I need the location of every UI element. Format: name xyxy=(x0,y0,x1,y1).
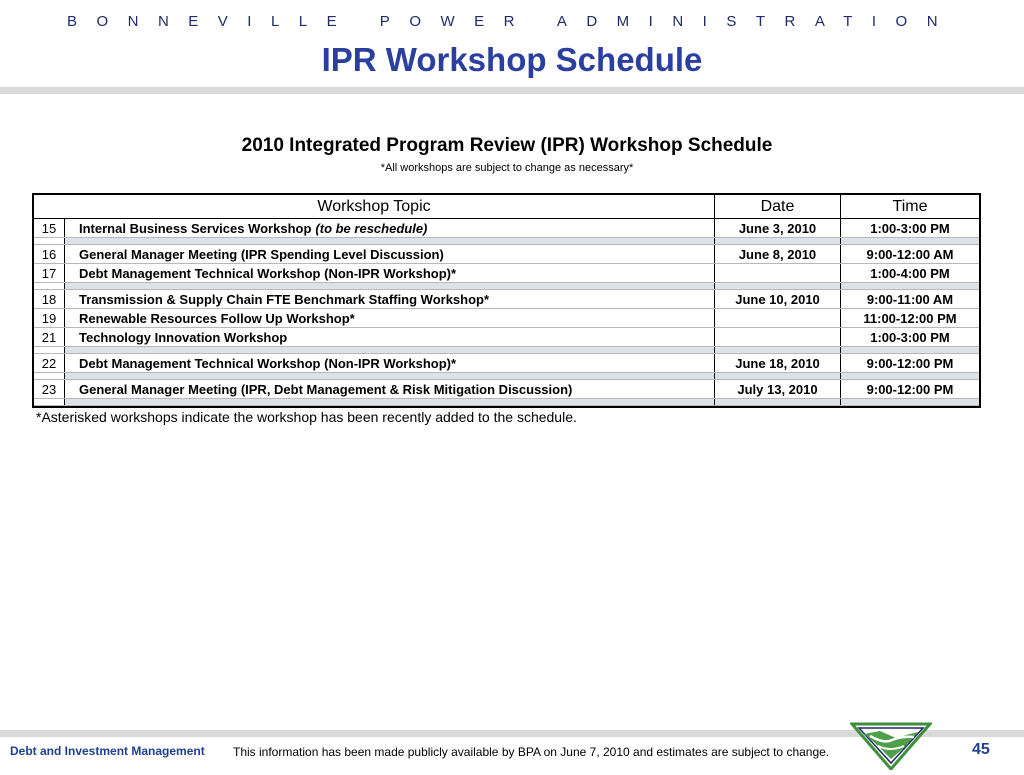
workshop-topic xyxy=(65,328,715,346)
workshop-topic xyxy=(65,245,715,263)
workshop-date xyxy=(715,309,841,327)
workshop-time: 9:00-12:00 AM xyxy=(866,246,954,262)
table-row xyxy=(34,309,979,328)
column-header-time: Time xyxy=(892,197,928,215)
header-divider xyxy=(0,87,1024,94)
workshop-topic-text: General Manager Meeting (IPR Spending Level Discussion) xyxy=(79,246,444,262)
workshop-topic-text: Renewable Resources Follow Up Workshop* xyxy=(79,310,355,326)
organization-name: BONNEVILLE POWER ADMINISTRATION xyxy=(66,13,958,30)
table-footnote: *Asterisked workshops indicate the workshop has been recently added to the schedule. xyxy=(36,409,577,425)
table-body xyxy=(34,219,979,406)
group-separator xyxy=(34,238,979,245)
workshop-date: June 8, 2010 xyxy=(715,245,841,263)
workshop-number: 16 xyxy=(34,245,65,263)
table-row xyxy=(34,290,979,309)
workshop-time: 1:00-3:00 PM xyxy=(870,329,950,345)
table-row xyxy=(34,328,979,347)
group-separator xyxy=(34,373,979,380)
workshop-date xyxy=(715,328,841,346)
workshop-date: June 10, 2010 xyxy=(715,290,841,308)
workshop-time: 11:00-12:00 PM xyxy=(863,310,957,326)
table-row xyxy=(34,380,979,399)
workshop-topic-text: General Manager Meeting (IPR, Debt Management & Risk Mitigation Discussion) xyxy=(79,381,573,397)
workshop-number: 17 xyxy=(34,264,65,282)
workshop-topic xyxy=(65,219,715,237)
workshop-time: 9:00-12:00 PM xyxy=(866,381,954,397)
workshop-time: 9:00-11:00 AM xyxy=(866,291,954,307)
workshop-time: 1:00-4:00 PM xyxy=(870,265,950,281)
footer-department: Debt and Investment Management xyxy=(10,744,205,758)
workshop-number: 19 xyxy=(34,309,65,327)
footer-disclaimer: This information has been made publicly available by BPA on June 7, 2010 and estimates are subject to change. xyxy=(233,745,830,759)
workshop-topic xyxy=(65,264,715,282)
workshop-date xyxy=(715,264,841,282)
schedule-table xyxy=(32,193,981,408)
column-header-topic: Workshop Topic xyxy=(34,195,715,218)
workshop-date: July 13, 2010 xyxy=(715,380,841,398)
workshop-topic-note: (to be reschedule) xyxy=(315,220,428,236)
page-number: 45 xyxy=(972,741,990,758)
workshop-topic xyxy=(65,354,715,372)
table-row xyxy=(34,245,979,264)
group-separator xyxy=(34,347,979,354)
table-header-row xyxy=(34,195,979,219)
workshop-topic xyxy=(65,309,715,327)
workshop-topic xyxy=(65,380,715,398)
table-note: *All workshops are subject to change as necessary* xyxy=(380,162,634,174)
workshop-number: 18 xyxy=(34,290,65,308)
workshop-topic-text: Technology Innovation Workshop xyxy=(79,329,288,345)
workshop-time: 9:00-12:00 PM xyxy=(866,355,954,371)
workshop-number: 21 xyxy=(34,328,65,346)
table-row xyxy=(34,264,979,283)
workshop-topic xyxy=(65,290,715,308)
group-separator xyxy=(34,399,979,406)
workshop-time: 1:00-3:00 PM xyxy=(870,220,950,236)
workshop-number: 15 xyxy=(34,219,65,237)
workshop-number: 23 xyxy=(34,380,65,398)
workshop-date: June 18, 2010 xyxy=(715,354,841,372)
workshop-date: June 3, 2010 xyxy=(715,219,841,237)
workshop-number: 22 xyxy=(34,354,65,372)
bpa-logo-icon xyxy=(850,722,932,770)
workshop-topic-text: Debt Management Technical Workshop (Non-IPR Workshop)* xyxy=(79,265,457,281)
group-separator xyxy=(34,283,979,290)
slide-title: IPR Workshop Schedule xyxy=(321,41,703,78)
workshop-topic-text: Debt Management Technical Workshop (Non-IPR Workshop)* xyxy=(79,355,457,371)
table-row xyxy=(34,354,979,373)
workshop-topic-text: Transmission & Supply Chain FTE Benchmark Staffing Workshop* xyxy=(79,291,490,307)
workshop-topic-text: Internal Business Services Workshop xyxy=(79,220,312,236)
table-row xyxy=(34,219,979,238)
column-header-date: Date xyxy=(715,195,841,218)
table-heading: 2010 Integrated Program Review (IPR) Workshop Schedule xyxy=(241,135,773,156)
